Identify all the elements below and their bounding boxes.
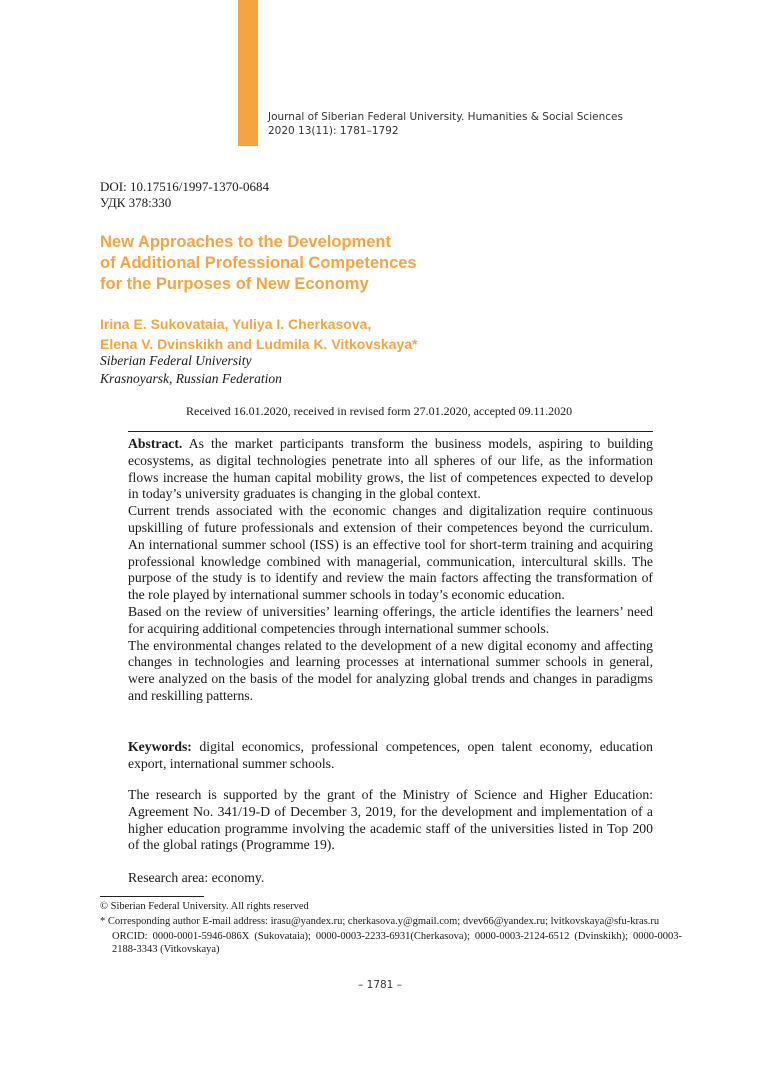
keywords-label: Keywords: xyxy=(128,739,192,754)
university-location: Krasnoyarsk, Russian Federation xyxy=(100,371,282,386)
keywords-text: digital economics, professional competences, open talent economy, education export, international summer schools. xyxy=(128,739,654,771)
page-number: – 1781 – xyxy=(358,979,402,991)
abstract-text: As the market participants transform the business models, aspiring to building ecosystems, as digital technologies penetrate into all spheres of our life, as the information flows increase the human capital mobility grows, the list of competences expected to develop in today’s university graduates is changing in the global context. xyxy=(128,436,653,502)
abstract-paragraph: Current trends associated with the economic changes and digitalization require continuous upskilling of future professionals and extension of their competences beyond the curriculum. An international summer school (ISS) is an effective tool for short-term training and acquiring professional knowledge combined with managerial, communication, intercultural skills. The purpose of the study is to identify and review the main factors affecting the transformation of the role played by international summer schools in today’s economic education. xyxy=(128,503,653,603)
title-line: of Additional Professional Competences xyxy=(100,254,417,272)
abstract-paragraph: Based on the review of universities’ learning offerings, the article identifies the learners’ need for acquiring additional competencies through international summer schools. xyxy=(128,603,653,636)
keywords-section xyxy=(128,739,653,773)
udk-text: УДК 378:330 xyxy=(100,195,172,210)
author-list xyxy=(100,314,560,354)
abstract-divider xyxy=(128,431,653,432)
grant-acknowledgement: The research is supported by the grant of the Ministry of Science and Higher Education: Agreement No. 341/19-D of December 3, 2019, for the development and implementation of a higher education programme involving the academic staff of the universities listed in Top 200 of the global ratings (Programme 19). xyxy=(128,787,653,853)
footnotes xyxy=(100,900,682,958)
affiliation xyxy=(100,352,282,388)
author-line: Irina E. Sukovataia, Yuliya I. Cherkasova, xyxy=(100,316,372,332)
abstract-paragraph: The environmental changes related to the development of a new digital economy and affecting changes in technologies and learning processes at international summer schools in general, were analyzed on the basis of the model for analyzing global trends and changes in paradigms and reskilling patterns. xyxy=(128,637,653,703)
journal-color-bar xyxy=(238,0,258,146)
journal-name: Journal of Siberian Federal University. Humanities & Social Sciences xyxy=(268,111,623,123)
abstract-section xyxy=(128,436,653,705)
research-area: Research area: economy. xyxy=(128,870,265,885)
title-line: for the Purposes of New Economy xyxy=(100,275,369,293)
copyright-note: © Siberian Federal University. All rights reserved xyxy=(100,901,309,912)
author-line: Elena V. Dvinskikh and Ludmila K. Vitkovskaya* xyxy=(100,336,418,352)
received-dates: Received 16.01.2020, received in revised form 27.01.2020, accepted 09.11.2020 xyxy=(186,404,573,418)
university-name: Siberian Federal University xyxy=(100,353,252,368)
orcid-note: ORCID: 0000-0001-5946-086X (Sukovataia); 0000-0003-2233-6931(Cherkasova); 0000-0003-2124-6512 (Dvinskikh); 0000-0003-2188-3343 (Vitkovskaya) xyxy=(112,930,682,956)
abstract-paragraph xyxy=(128,436,653,503)
journal-header xyxy=(268,110,623,138)
footnote-divider xyxy=(100,896,204,897)
corresponding-author-note: * Corresponding author E-mail address: irasu@yandex.ru; cherkasova.y@gmail.com; dvev66@yandex.ru; lvitkovskaya@sfu-kras.ru xyxy=(100,915,660,927)
title-line: New Approaches to the Development xyxy=(100,233,391,251)
identifiers xyxy=(100,179,269,211)
doi-text: DOI: 10.17516/1997-1370-0684 xyxy=(100,179,269,194)
journal-volume: 2020 13(11): 1781–1792 xyxy=(268,125,399,137)
abstract-label: Abstract. xyxy=(128,436,183,451)
article-title xyxy=(100,232,520,295)
